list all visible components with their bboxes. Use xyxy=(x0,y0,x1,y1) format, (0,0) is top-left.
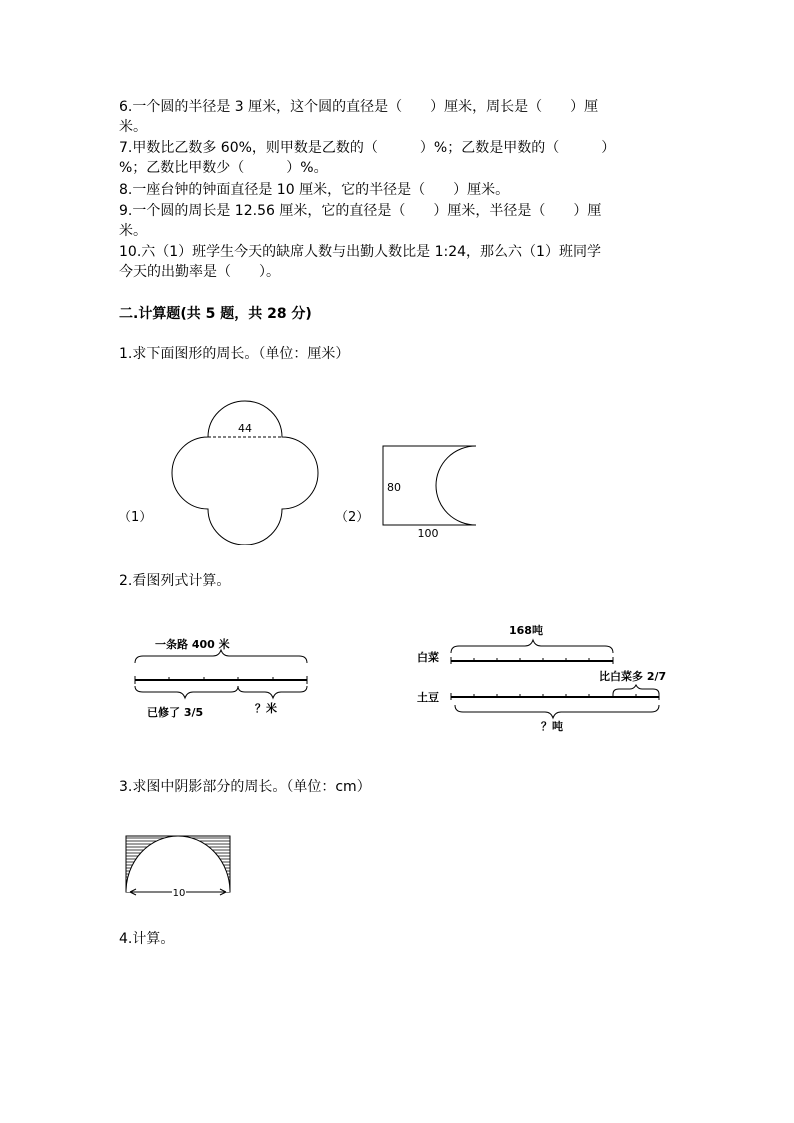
potato-unknown-label: ？吨 xyxy=(541,720,563,733)
question-7-line1: 7.甲数比乙数多 60%，则甲数是乙数的（ ）%；乙数是甲数的（ ） xyxy=(119,140,616,156)
question-6-line2: 米。 xyxy=(119,119,147,135)
section-2-title: 二.计算题(共 5 题，共 28 分) xyxy=(119,306,312,322)
figure-1-label: （1） xyxy=(118,510,153,525)
potato-more-label: 比白菜多 2/7 xyxy=(599,670,667,683)
potato-row-label: 土豆 xyxy=(417,691,439,704)
calc-question-4: 4.计算。 xyxy=(119,931,175,947)
question-3-figure xyxy=(120,828,240,898)
road-done-label: 已修了 3/5 xyxy=(147,706,204,719)
question-9-line2: 米。 xyxy=(119,223,147,239)
question-2-diagrams xyxy=(125,620,685,740)
calc-question-2: 2.看图列式计算。 xyxy=(119,573,231,589)
road-diagram xyxy=(135,637,307,719)
rectangle-width-label: 100 xyxy=(417,527,439,540)
semicircle-diameter-label: 10 xyxy=(172,888,186,898)
cabbage-potato-diagram xyxy=(417,623,666,733)
question-10-line2: 今天的出勤率是（ ）。 xyxy=(119,264,280,280)
cabbage-row-label: 白菜 xyxy=(417,651,439,664)
rectangle-height-label: 80 xyxy=(387,481,401,494)
question-6-line1: 6.一个圆的半径是 3 厘米，这个圆的直径是（ ）厘米，周长是（ ）厘 xyxy=(119,99,599,115)
clover-figure xyxy=(172,401,318,545)
calc-question-3: 3.求图中阴影部分的周长。（单位：cm） xyxy=(119,779,371,795)
notched-rectangle-figure xyxy=(383,446,476,540)
question-1-figures xyxy=(110,395,510,545)
question-10-line1: 10.六（1）班学生今天的缺席人数与出勤人数比是 1:24，那么六（1）班同学 xyxy=(119,244,601,260)
figure-2-label: （2） xyxy=(335,510,370,525)
clover-dimension-label: 44 xyxy=(238,422,252,435)
question-8: 8.一座台钟的钟面直径是 10 厘米，它的半径是（ ）厘米。 xyxy=(119,182,510,198)
cabbage-total-label: 168吨 xyxy=(509,624,543,637)
calc-question-1: 1.求下面图形的周长。（单位：厘米） xyxy=(119,346,350,362)
question-9-line1: 9.一个圆的周长是 12.56 厘米，它的直径是（ ）厘米，半径是（ ）厘 xyxy=(119,203,602,219)
question-7-line2: %；乙数比甲数少（ ）%。 xyxy=(119,160,328,176)
road-total-label: 一条路 400 米 xyxy=(155,638,230,651)
road-unknown-label: ？米 xyxy=(255,702,277,715)
